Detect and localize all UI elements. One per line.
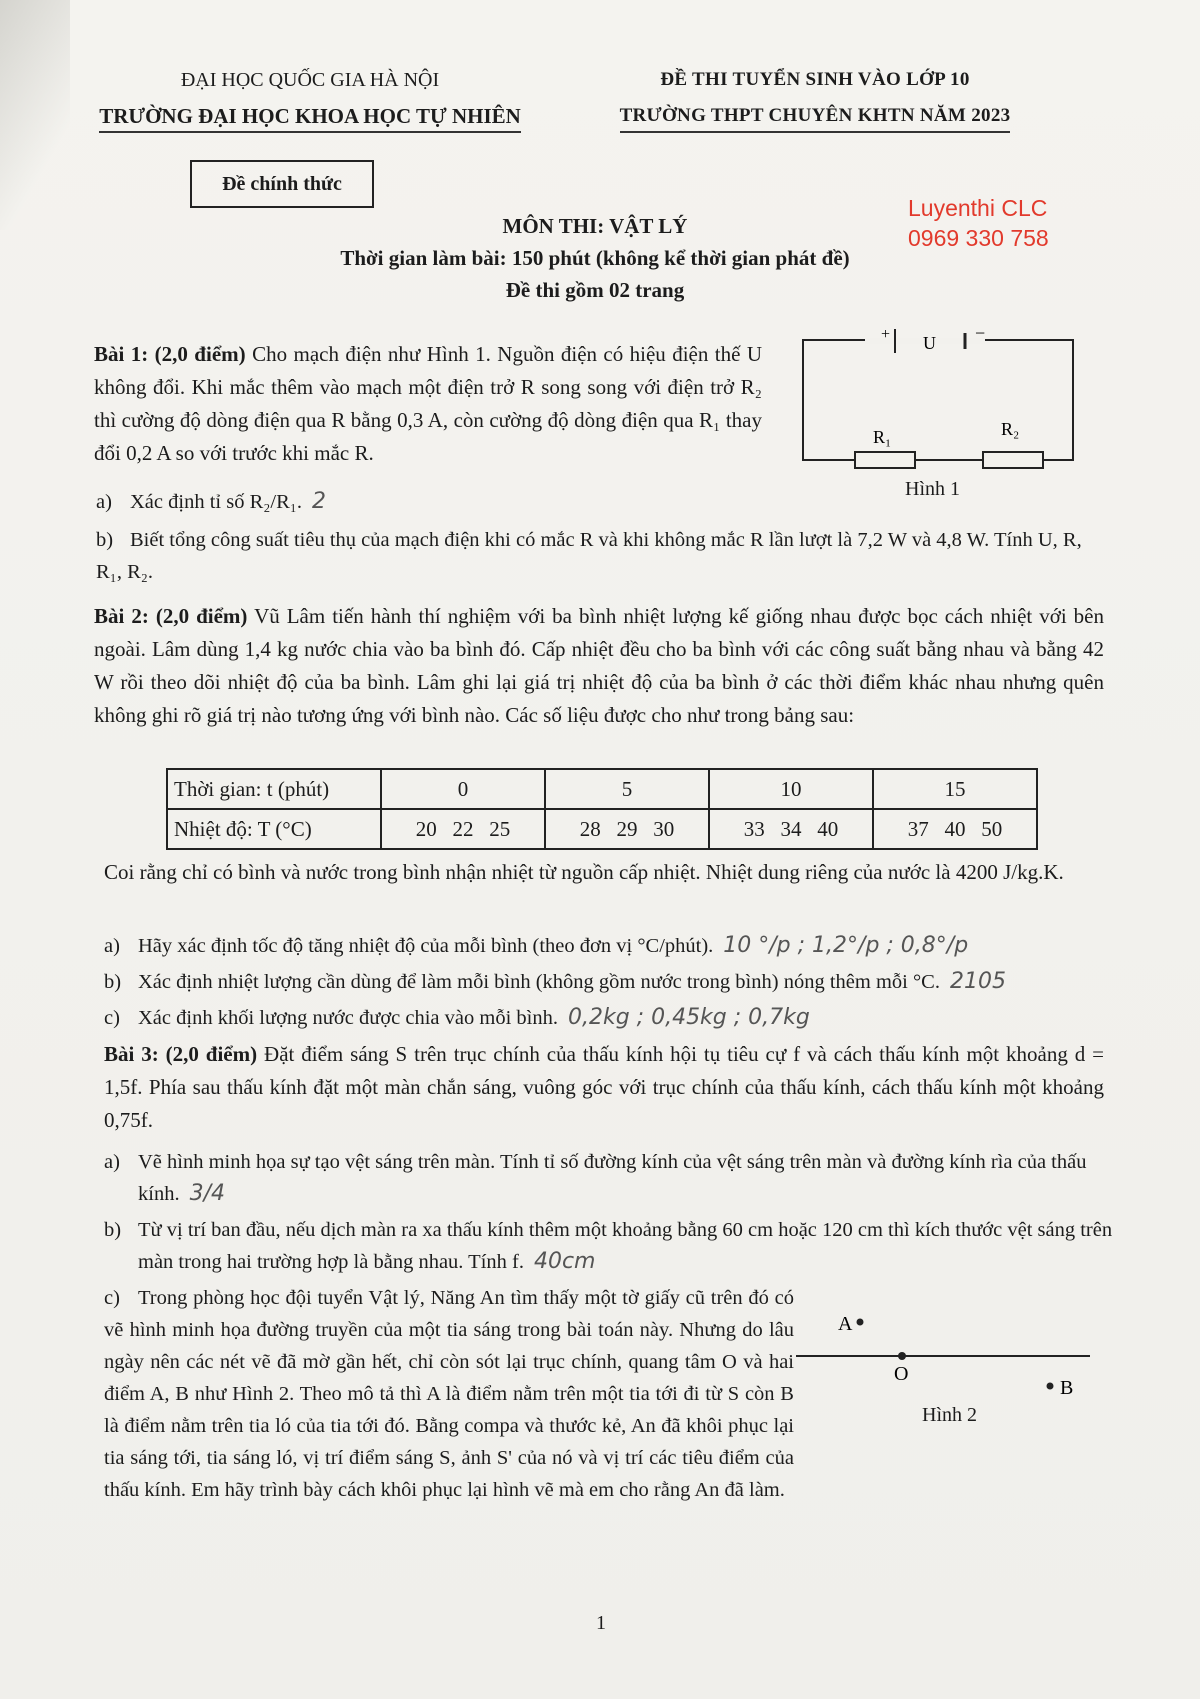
school-name: TRƯỜNG ĐẠI HỌC KHOA HỌC TỰ NHIÊN bbox=[80, 98, 540, 134]
circuit-wire bbox=[803, 340, 1073, 460]
bai3-b-text: Từ vị trí ban đầu, nếu dịch màn ra xa thấu kính thêm một khoảng bằng 60 cm hoặc 120 cm thì kích thước vệt sáng trên màn trong hai trường hợp là bằng nhau. Tính f. bbox=[138, 1219, 1113, 1273]
bai2-a-label: a) bbox=[104, 935, 120, 957]
bai1-b-text: Biết tổng công suất tiêu thụ của mạch điện khi có mắc R và khi không mắc R lần lượt là 7,2 W và 4,8 W. Tính U, R, R₁, R₂. bbox=[96, 529, 1082, 583]
table-row bbox=[167, 769, 1037, 809]
page-count: Đề thi gồm 02 trang bbox=[505, 278, 685, 302]
label-o: O bbox=[894, 1363, 909, 1385]
scan-edge-shadow bbox=[0, 0, 70, 230]
watermark-line1: Luyenthi CLC bbox=[908, 195, 1048, 221]
bai2-question-b bbox=[104, 966, 1164, 998]
exam-title: ĐỀ THI TUYỂN SINH VÀO LỚP 10 bbox=[660, 69, 970, 90]
bai1-text: Cho mạch điện như Hình 1. Nguồn điện có hiệu điện thế U không đổi. Khi mắc thêm vào mạch một điện trở R song song với điện trở R₂ thì cường độ dòng điện qua R bằng 0,3 A, còn cường độ dòng điện qua R₁ thay đổi 0,2 A so với trước khi mắc R. bbox=[94, 342, 763, 465]
handwritten-note: 40cm bbox=[533, 1249, 596, 1274]
handwritten-note: 0,2kg ; 0,45kg ; 0,7kg bbox=[567, 1005, 810, 1030]
bai3-b-label: b) bbox=[104, 1219, 122, 1241]
time-limit: Thời gian làm bài: 150 phút (không kể thời gian phát đề) bbox=[340, 246, 850, 270]
plus-sign: + bbox=[881, 326, 891, 343]
table-row bbox=[167, 809, 1037, 849]
handwritten-note: 3/4 bbox=[189, 1181, 225, 1206]
handwritten-note: 2105 bbox=[949, 969, 1006, 994]
bai2-question-c bbox=[104, 1002, 1164, 1034]
handwritten-note: 10 °/p ; 1,2°/p ; 0,8°/p bbox=[723, 933, 969, 958]
r1-label: R₁ bbox=[873, 427, 892, 447]
header-left bbox=[80, 62, 540, 134]
handwritten-note: 2 bbox=[312, 489, 327, 514]
bai1-heading: Bài 1: (2,0 điểm) bbox=[94, 342, 246, 366]
table-cell: 33 34 40 bbox=[709, 809, 873, 849]
bai2-question-a bbox=[104, 930, 1164, 962]
official-badge: Đề chính thức bbox=[190, 160, 374, 208]
subject: MÔN THI: VẬT LÝ bbox=[502, 214, 688, 238]
bai2-b-text: Xác định nhiệt lượng cần dùng để làm mỗi bình (không gồm nước trong bình) nóng thêm mỗi °C. bbox=[138, 971, 940, 993]
bai3-question-a bbox=[104, 1146, 1138, 1210]
figure-1-circuit bbox=[795, 325, 1085, 485]
u-label: U bbox=[923, 333, 936, 353]
page-number: 1 bbox=[596, 1612, 606, 1634]
bai1-question-a bbox=[96, 486, 796, 518]
bai3-question-b bbox=[104, 1214, 1138, 1278]
header-right bbox=[585, 62, 1045, 134]
bai1-paragraph bbox=[94, 338, 762, 470]
figure-2-optics bbox=[790, 1300, 1100, 1420]
bai2-a-text: Hãy xác định tốc độ tăng nhiệt độ của mỗi bình (theo đơn vị °C/phút). bbox=[138, 935, 714, 957]
figure-1-caption: Hình 1 bbox=[905, 478, 960, 500]
table-cell: 15 bbox=[873, 769, 1037, 809]
bai3-c-label: c) bbox=[104, 1287, 120, 1309]
minus-sign: − bbox=[975, 325, 986, 343]
figure-2-caption: Hình 2 bbox=[922, 1404, 977, 1426]
r2-label: R₂ bbox=[1001, 419, 1020, 439]
bai3-heading: Bài 3: (2,0 điểm) bbox=[104, 1042, 258, 1066]
table-cell: 10 bbox=[709, 769, 873, 809]
temperature-table bbox=[166, 768, 1038, 850]
bai2-after-table: Coi rằng chỉ có bình và nước trong bình nhận nhiệt từ nguồn cấp nhiệt. Nhiệt dung riêng của nước là 4200 J/kg.K. bbox=[104, 860, 1064, 884]
label-b: B bbox=[1060, 1377, 1074, 1399]
table-cell: 5 bbox=[545, 769, 709, 809]
point-b bbox=[1047, 1383, 1054, 1390]
table-cell: 0 bbox=[381, 769, 545, 809]
point-a bbox=[857, 1319, 864, 1326]
exam-info bbox=[230, 210, 960, 306]
resistor-r1 bbox=[855, 452, 915, 468]
resistor-r2 bbox=[983, 452, 1043, 468]
table-header-temp: Nhiệt độ: T (°C) bbox=[167, 809, 381, 849]
bai3-c-text: Trong phòng học đội tuyển Vật lý, Năng An tìm thấy một tờ giấy cũ trên đó có vẽ hình minh họa đường truyền của một tia sáng trong bài toán này. Nhưng do lâu ngày nên các nét vẽ đã mờ gần hết, chỉ còn sót lại trục chính, quang tâm O và hai điểm A, B như Hình 2. Theo mô tả thì A là điểm nằm trên một tia tới đi từ S còn B là điểm nằm trên tia ló của tia tới đó. Bằng compa và thước kẻ, An đã khôi phục lại tia sáng tới, tia sáng ló, vị trí điểm sáng S, ảnh S' của nó và vị trí các tiêu điểm của thấu kính. Em hãy trình bày cách khôi phục lại hình vẽ mà em cho rằng An đã làm. bbox=[104, 1287, 794, 1501]
bai1-a-text: Xác định tỉ số R₂/R₁. bbox=[130, 491, 303, 513]
table-cell: 37 40 50 bbox=[873, 809, 1037, 849]
bai3-text: Đặt điểm sáng S trên trục chính của thấu kính hội tụ tiêu cự f và cách thấu kính một khoảng d = 1,5f. Phía sau thấu kính đặt một màn chắn sáng, vuông góc với trục chính của thấu kính, cách thấu kính một khoảng 0,75f. bbox=[104, 1042, 1104, 1132]
bai1-question-b bbox=[96, 524, 1096, 588]
table-cell: 28 29 30 bbox=[545, 809, 709, 849]
table-cell: 20 22 25 bbox=[381, 809, 545, 849]
bai3-a-text: Vẽ hình minh họa sự tạo vệt sáng trên màn. Tính tỉ số đường kính của vệt sáng trên màn và đường kính rìa của thấu kính. bbox=[138, 1151, 1087, 1205]
university-name: ĐẠI HỌC QUỐC GIA HÀ NỘI bbox=[180, 69, 440, 91]
label-a: A bbox=[838, 1313, 853, 1335]
table-header-time: Thời gian: t (phút) bbox=[167, 769, 381, 809]
bai2-b-label: b) bbox=[104, 971, 122, 993]
watermark-line2: 0969 330 758 bbox=[908, 225, 1049, 251]
bai1-a-label: a) bbox=[96, 491, 112, 513]
bai2-paragraph bbox=[94, 600, 1104, 732]
bai2-heading: Bài 2: (2,0 điểm) bbox=[94, 604, 248, 628]
bai3-a-label: a) bbox=[104, 1151, 120, 1173]
bai3-paragraph bbox=[104, 1038, 1104, 1137]
point-o bbox=[898, 1352, 906, 1360]
bai2-c-label: c) bbox=[104, 1007, 120, 1029]
exam-school: TRƯỜNG THPT CHUYÊN KHTN NĂM 2023 bbox=[585, 98, 1045, 134]
bai2-c-text: Xác định khối lượng nước được chia vào mỗi bình. bbox=[138, 1007, 558, 1029]
bai2-text: Vũ Lâm tiến hành thí nghiệm với ba bình nhiệt lượng kế giống nhau được bọc cách nhiệt với bên ngoài. Lâm dùng 1,4 kg nước chia vào ba bình đó. Cấp nhiệt đều cho ba bình với các công suất bằng nhau và bằng 42 W rồi theo dõi nhiệt độ của ba bình. Lâm ghi lại giá trị nhiệt độ của ba bình ở các thời điểm khác nhau nhưng quên không ghi rõ giá trị nào tương ứng với bình nào. Các số liệu được cho như trong bảng sau: bbox=[94, 604, 1105, 727]
bai1-b-label: b) bbox=[96, 529, 114, 551]
